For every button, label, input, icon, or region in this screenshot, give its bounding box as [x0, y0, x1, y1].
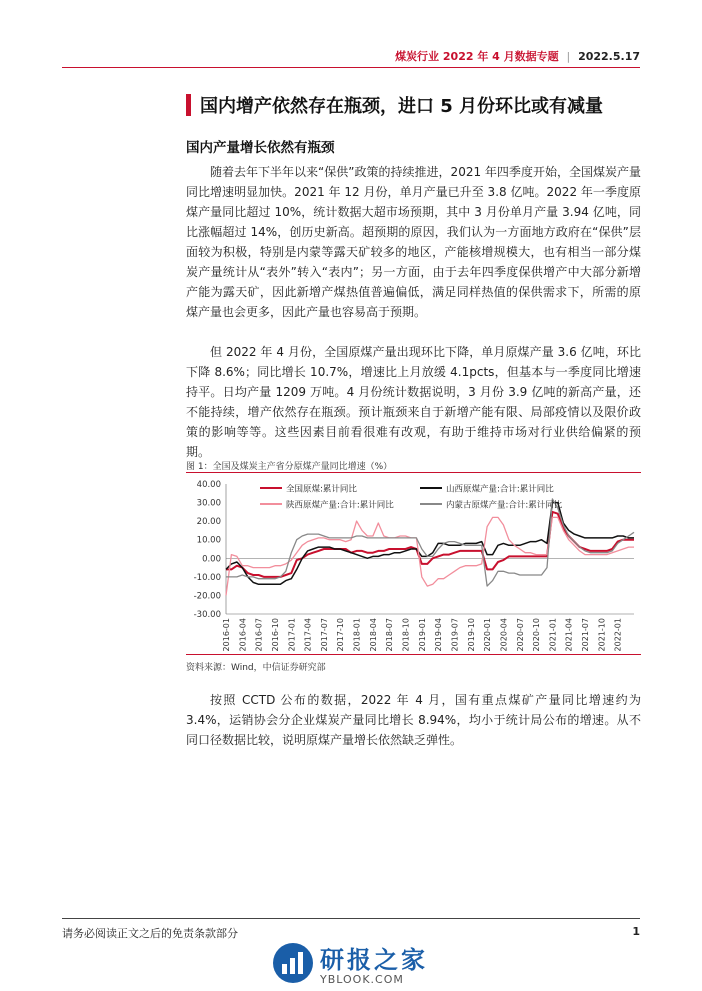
y-tick-label: 40.00 — [196, 480, 221, 490]
legend-label-3: 内蒙古原煤产量:合计:累计同比 — [446, 500, 563, 511]
x-tick-label: 2018-04 — [368, 618, 378, 652]
watermark — [272, 940, 428, 986]
report-title: 煤炭行业 2022 年 4 月数据专题 — [395, 50, 559, 63]
x-tick-label: 2021-07 — [581, 618, 591, 652]
x-tick-label: 2017-07 — [319, 618, 329, 652]
x-tick-label: 2018-01 — [352, 618, 362, 652]
paragraph-2: 但 2022 年 4 月份，全国原煤产量出现环比下降，单月原煤产量 3.6 亿吨，环比下降 8.6%；同比增长 10.7%，增速比上月放缓 4.1pcts，但基本与一季度同比增速持平。日均产量 1209 万吨。4 月份统计数据说明，3 月份 3.9 亿吨的新高产量，还不能持续，增产依然存在瓶颈。预计瓶颈来自于新增产能有限、局部疫情以及限价政策的影响等等。这些因素目前看很难有改观，有助于维持市场对行业供给偏紧的预期。 — [186, 345, 641, 459]
x-tick-label: 2016-01 — [222, 618, 231, 652]
x-tick-label: 2021-10 — [597, 618, 607, 652]
series-line-3 — [226, 499, 634, 586]
yblook-logo-icon — [272, 942, 314, 984]
disclaimer-note: 请务必阅读正文之后的免责条款部分 — [62, 927, 238, 940]
x-tick-label: 2021-04 — [564, 618, 574, 652]
figure-source: 资料来源：Wind，中信证券研究部 — [186, 663, 326, 673]
watermark-text-en: YBLOOK.COM — [320, 973, 404, 986]
y-tick-label: -30.00 — [193, 610, 221, 620]
x-tick-label: 2019-04 — [434, 618, 444, 652]
x-tick-label: 2018-10 — [401, 618, 411, 652]
x-tick-label: 2020-07 — [515, 618, 525, 652]
footer-divider — [62, 918, 640, 919]
header-separator: | — [566, 50, 571, 63]
x-tick-label: 2016-10 — [270, 618, 280, 652]
x-tick-label: 2018-07 — [385, 618, 395, 652]
x-tick-label: 2020-04 — [499, 618, 509, 652]
x-tick-label: 2019-07 — [450, 618, 460, 652]
x-tick-label: 2017-01 — [287, 618, 297, 652]
production-growth-chart — [186, 476, 641, 652]
y-tick-label: 20.00 — [196, 517, 221, 528]
report-header — [395, 48, 640, 64]
x-tick-label: 2016-07 — [254, 618, 264, 652]
subsection-title: 国内产量增长依然有瓶颈 — [186, 140, 335, 156]
legend-label-1: 山西原煤产量:合计:累计同比 — [446, 484, 554, 495]
y-tick-label: -10.00 — [193, 572, 221, 583]
y-tick-label: -20.00 — [193, 591, 221, 602]
x-tick-label: 2020-01 — [483, 618, 493, 652]
x-tick-label: 2019-01 — [417, 618, 427, 652]
x-tick-label: 2016-04 — [238, 618, 248, 652]
section-title: 国内增产依然存在瓶颈，进口 5 月份环比或有减量 — [200, 96, 604, 117]
x-tick-label: 2017-10 — [336, 618, 346, 652]
x-tick-label: 2022-01 — [613, 618, 623, 652]
figure-bottom-rule — [186, 654, 641, 655]
figure-title: 图 1：全国及煤炭主产省分原煤产量同比增速（%） — [186, 462, 393, 472]
x-tick-label: 2021-01 — [548, 618, 558, 652]
legend-label-2: 陕西原煤产量:合计:累计同比 — [286, 500, 394, 511]
x-tick-label: 2017-04 — [303, 618, 313, 652]
y-tick-label: 0.00 — [202, 554, 221, 565]
watermark-text-cn: 研报之家 — [320, 946, 428, 974]
y-tick-label: 30.00 — [196, 498, 221, 509]
legend-label-0: 全国原煤:累计同比 — [286, 484, 357, 495]
section-title-accent-bar — [186, 94, 191, 116]
y-tick-label: 10.00 — [196, 535, 221, 546]
x-tick-label: 2020-10 — [532, 618, 542, 652]
report-date: 2022.5.17 — [578, 50, 640, 63]
paragraph-1: 随着去年下半年以来“保供”政策的持续推进，2021 年四季度开始，全国煤炭产量同比增速明显加快。2021 年 12 月份，单月产量已升至 3.8 亿吨。2022 年一季度原煤产量同比超过 10%，统计数据大超市场预期，其中 3 月份单月产量 3.94 亿吨，同比涨幅超过 14%，创历史新高。超预期的原因，我们认为一方面地方政府在“保供”层面较为积极，特别是内蒙等露天矿较多的地区，产能核增规模大，也有相当一部分煤炭产量统计从“表外”转入“表内”；另一方面，由于去年四季度保供增产中大部分新增产能为露天矿，因此新增产煤热值普遍偏低，满足同样热值的保供需求下，所需的原煤产量也会更多，因此产量也容易高于预期。 — [186, 165, 641, 319]
page-number: 1 — [632, 925, 640, 938]
x-tick-label: 2019-10 — [466, 618, 476, 652]
header-divider — [62, 67, 640, 68]
paragraph-3: 按照 CCTD 公布的数据，2022 年 4 月，国有重点煤矿产量同比增速约为 3.4%，运销协会分企业煤炭产量同比增长 8.94%，均小于统计局公布的增速。从不同口径数据比较，说明原煤产量增长依然缺乏弹性。 — [186, 693, 641, 747]
figure-top-rule — [186, 472, 641, 473]
